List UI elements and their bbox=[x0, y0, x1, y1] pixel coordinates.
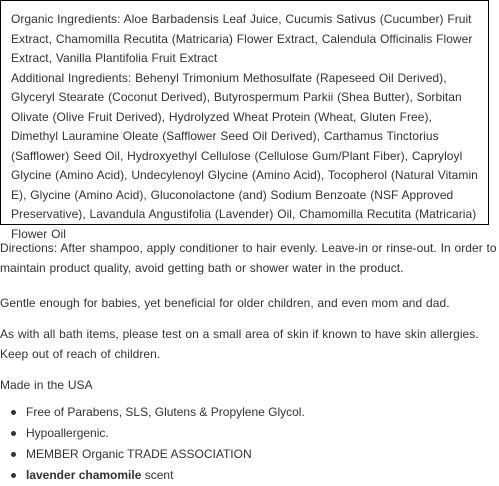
bullet-icon bbox=[11, 473, 16, 478]
scent-name-text: lavender chamomile bbox=[26, 468, 142, 482]
organic-ingredients-text: Organic Ingredients: Aloe Barbadensis Leaf Juice, Cucumis Sativus (Cucumber) Fruit Extract, Chamomilla Recutita (Matricaria) Flower Extract, Calendula Officinalis Flower Extract, Vanilla Plantifolia Fruit Extract bbox=[11, 12, 473, 65]
ingredients-box bbox=[0, 0, 489, 241]
feature-text: MEMBER Organic TRADE ASSOCIATION bbox=[26, 447, 252, 461]
additional-ingredients-text: Additional Ingredients: Behenyl Trimonium Methosulfate (Rapeseed Oil Derived), Glyceryl Stearate (Coconut Derived), Butyrospermum Parkii (Shea Butter), Sorbitan Olivate (Olive Fruit Derived), Hydrolyzed Wheat Protein (Wheat, Gluten Free), Dimethyl Lauramine Oleate (Safflower Seed Oil Derived), Carthamus Tinctorius (Safflower) Seed Oil, Hydroxyethyl Cellulose (Cellulose Gum/Plant Fiber), Capryloyl Glycine (Amino Acid), Undecylenoyl Glycine (Amino Acid), Tocopherol (Natural Vitamin E), Glycine (Amino Acid), Gluconolactone (and) Sodium Benzoate (NSF Approved Preservative), Lavandula Angustifolia (Lavender) Oil, Chamomilla Recutita (Matricaria) Flower Oil bbox=[11, 70, 478, 241]
feature-list bbox=[0, 402, 499, 486]
scent-suffix-text: scent bbox=[141, 468, 174, 482]
list-item bbox=[0, 423, 499, 444]
feature-text: Free of Parabens, SLS, Glutens & Propylene Glycol. bbox=[26, 405, 305, 419]
made-in-text: Made in the USA bbox=[0, 378, 93, 392]
bullet-icon bbox=[11, 410, 16, 415]
directions-text: Directions: After shampoo, apply conditioner to hair evenly. Leave-in or rinse-out. In order to maintain product quality, avoid getting bath or shower water in the product. bbox=[0, 241, 497, 275]
gentle-note-text: Gentle enough for babies, yet beneficial for older children, and even mom and dad. bbox=[0, 296, 450, 310]
feature-text: Hypoallergenic. bbox=[26, 426, 109, 440]
list-item bbox=[0, 444, 499, 465]
bullet-icon bbox=[11, 431, 16, 436]
bath-warning-text: As with all bath items, please test on a small area of skin if known to have skin allergies. Keep out of reach of children. bbox=[0, 327, 479, 361]
list-item bbox=[0, 402, 499, 423]
bullet-icon bbox=[11, 452, 16, 457]
